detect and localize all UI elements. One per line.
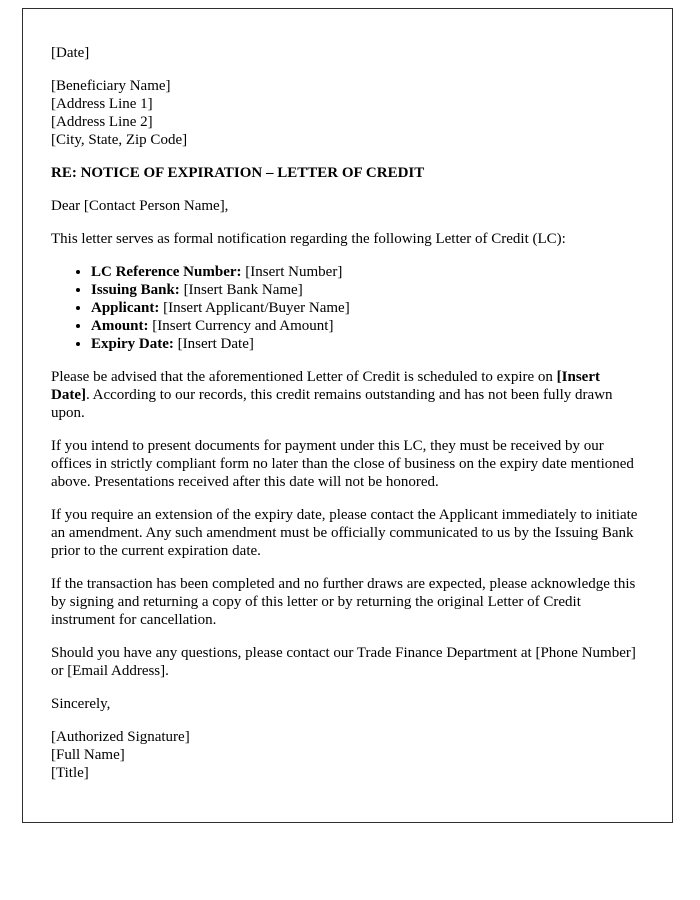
lc-detail-value: [Insert Number]: [245, 264, 343, 280]
expiry-notice-paragraph: [51, 368, 642, 422]
lc-detail-reference-number: [91, 263, 642, 281]
lc-detail-expiry-date: [91, 335, 642, 353]
recipient-address-line-1: [Address Line 1]: [51, 96, 153, 112]
lc-detail-value: [Insert Bank Name]: [183, 282, 303, 298]
recipient-address-block: [51, 77, 642, 149]
lc-detail-applicant: [91, 299, 642, 317]
lc-detail-value: [Insert Date]: [177, 336, 254, 352]
letter-document: [22, 8, 673, 823]
signer-full-name: [Full Name]: [51, 747, 125, 763]
lc-detail-value: [Insert Applicant/Buyer Name]: [163, 300, 350, 316]
lc-detail-label: Amount:: [91, 318, 149, 334]
lc-detail-label: Issuing Bank:: [91, 282, 180, 298]
lc-detail-label: Expiry Date:: [91, 336, 174, 352]
signature-block: [51, 728, 642, 782]
closing: Sincerely,: [51, 696, 111, 712]
lc-detail-label: LC Reference Number:: [91, 264, 242, 280]
letter-date: [Date]: [51, 45, 90, 61]
lc-detail-amount: [91, 317, 642, 335]
lc-detail-label: Applicant:: [91, 300, 160, 316]
recipient-name: [Beneficiary Name]: [51, 78, 171, 94]
intro-paragraph: This letter serves as formal notification regarding the following Letter of Credit (LC):: [51, 231, 566, 247]
signer-title: [Title]: [51, 765, 89, 781]
salutation: Dear [Contact Person Name],: [51, 198, 229, 214]
cancellation-paragraph: If the transaction has been completed and no further draws are expected, please acknowledge this by signing and returning a copy of this letter or by returning the original Letter of Credit instrument for cancellation.: [51, 576, 636, 628]
authorized-signature: [Authorized Signature]: [51, 729, 190, 745]
recipient-address-line-2: [Address Line 2]: [51, 114, 153, 130]
expiry-notice-text-post: . According to our records, this credit remains outstanding and has not been fully drawn upon.: [51, 387, 613, 421]
expiry-bold-date: [Insert Date]: [51, 369, 600, 403]
lc-detail-value: [Insert Currency and Amount]: [152, 318, 334, 334]
lc-detail-issuing-bank: [91, 281, 642, 299]
expiry-notice-text: Please be advised that the aforementioned Letter of Credit is scheduled to expire on: [51, 369, 553, 385]
extension-paragraph: If you require an extension of the expiry date, please contact the Applicant immediately to initiate an amendment. Any such amendment must be officially communicated to us by the Issuing Bank prior to the current expiration date.: [51, 507, 638, 559]
lc-details-list: [51, 263, 642, 353]
subject-line: RE: NOTICE OF EXPIRATION – LETTER OF CREDIT: [51, 165, 425, 181]
contact-paragraph: Should you have any questions, please contact our Trade Finance Department at [Phone Number] or [Email Address].: [51, 645, 636, 679]
presentation-requirements-paragraph: If you intend to present documents for payment under this LC, they must be received by our offices in strictly compliant form no later than the close of business on the expiry date mentioned above. Presentations received after this date will not be honored.: [51, 438, 634, 490]
recipient-city-state-zip: [City, State, Zip Code]: [51, 132, 188, 148]
